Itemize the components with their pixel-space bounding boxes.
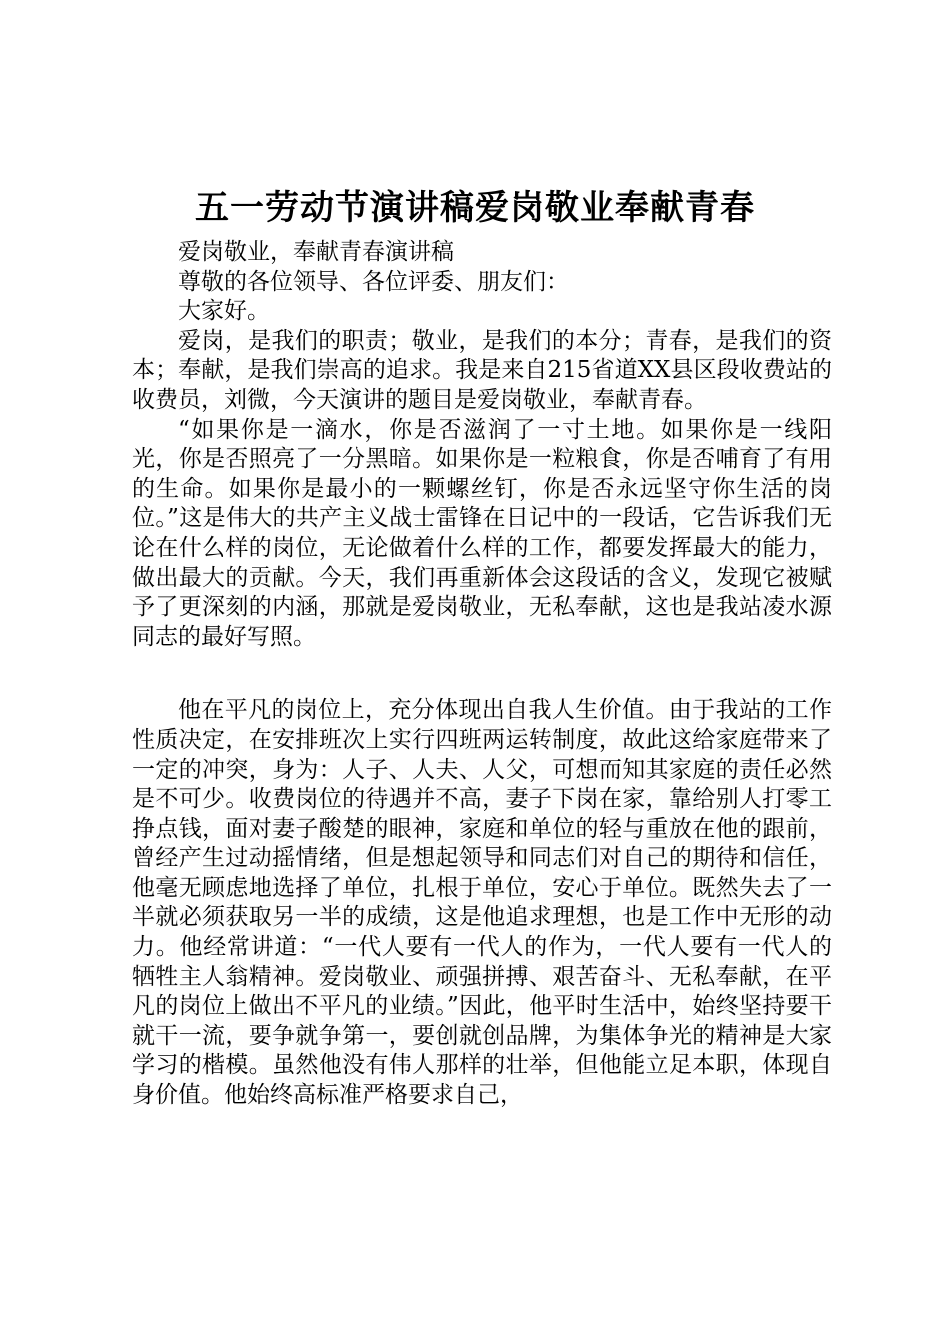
document-body: [132, 238, 832, 1111]
paragraph-lei-feng-quote: “如果你是一滴水，你是否滋润了一寸土地。如果你是一线阳光，你是否照亮了一分黑暗。如果你是一粒粮食，你是否哺育了有用的生命。如果你是最小的一颗螺丝钉，你是否永远坚守你生活的岗位。”这是伟大的共产主义战士雷锋在日记中的一段话，它告诉我们无论在什么样的岗位，无论做着什么样的工作，都要发挥最大的能力，做出最大的贡献。今天，我们再重新体会这段话的含义，发现它被赋予了更深刻的内涵，那就是爱岗敬业，无私奉献，这也是我站凌水源同志的最好写照。: [132, 416, 832, 650]
paragraph-subtitle: 爱岗敬业，奉献青春演讲稿: [178, 239, 454, 265]
paragraph-salutation: 尊敬的各位领导、各位评委、朋友们：: [178, 268, 569, 295]
paragraph-introduction: 爱岗，是我们的职责；敬业，是我们的本分；青春，是我们的资本；奉献，是我们崇高的追求。我是来自215省道XX县区段收费站的收费员，刘微，今天演讲的题目是爱岗敬业，奉献青春。: [132, 327, 832, 413]
paragraph-colleague-story: 他在平凡的岗位上，充分体现出自我人生价值。由于我站的工作性质决定，在安排班次上实行四班两运转制度，故此这给家庭带来了一定的冲突，身为：人子、人夫、人父，可想而知其家庭的责任必然是不可少。收费岗位的待遇并不高，妻子下岗在家，靠给别人打零工挣点钱，面对妻子酸楚的眼神，家庭和单位的轻与重放在他的跟前，曾经产生过动摇情绪，但是想起领导和同志们对自己的期待和信任，他毫无顾虑地选择了单位，扎根于单位，安心于单位。既然失去了一半就必须获取另一半的成绩，这是他追求理想，也是工作中无形的动力。他经常讲道：“一代人要有一代人的作为，一代人要有一代人的牺牲主人翁精神。爱岗敬业、顽强拼搏、艰苦奋斗、无私奉献，在平凡的岗位上做出不平凡的业绩。”因此，他平时生活中，始终坚持要干就干一流，要争就争第一，要创就创品牌，为集体争光的精神是大家学习的楷模。虽然他没有伟人那样的壮举，但他能立足本职，体现自身价值。他始终高标准严格要求自己，: [132, 697, 832, 1109]
document-title: 五一劳动节演讲稿爱岗敬业奉献青春: [195, 188, 755, 228]
paragraph-greeting: 大家好。: [178, 298, 270, 325]
